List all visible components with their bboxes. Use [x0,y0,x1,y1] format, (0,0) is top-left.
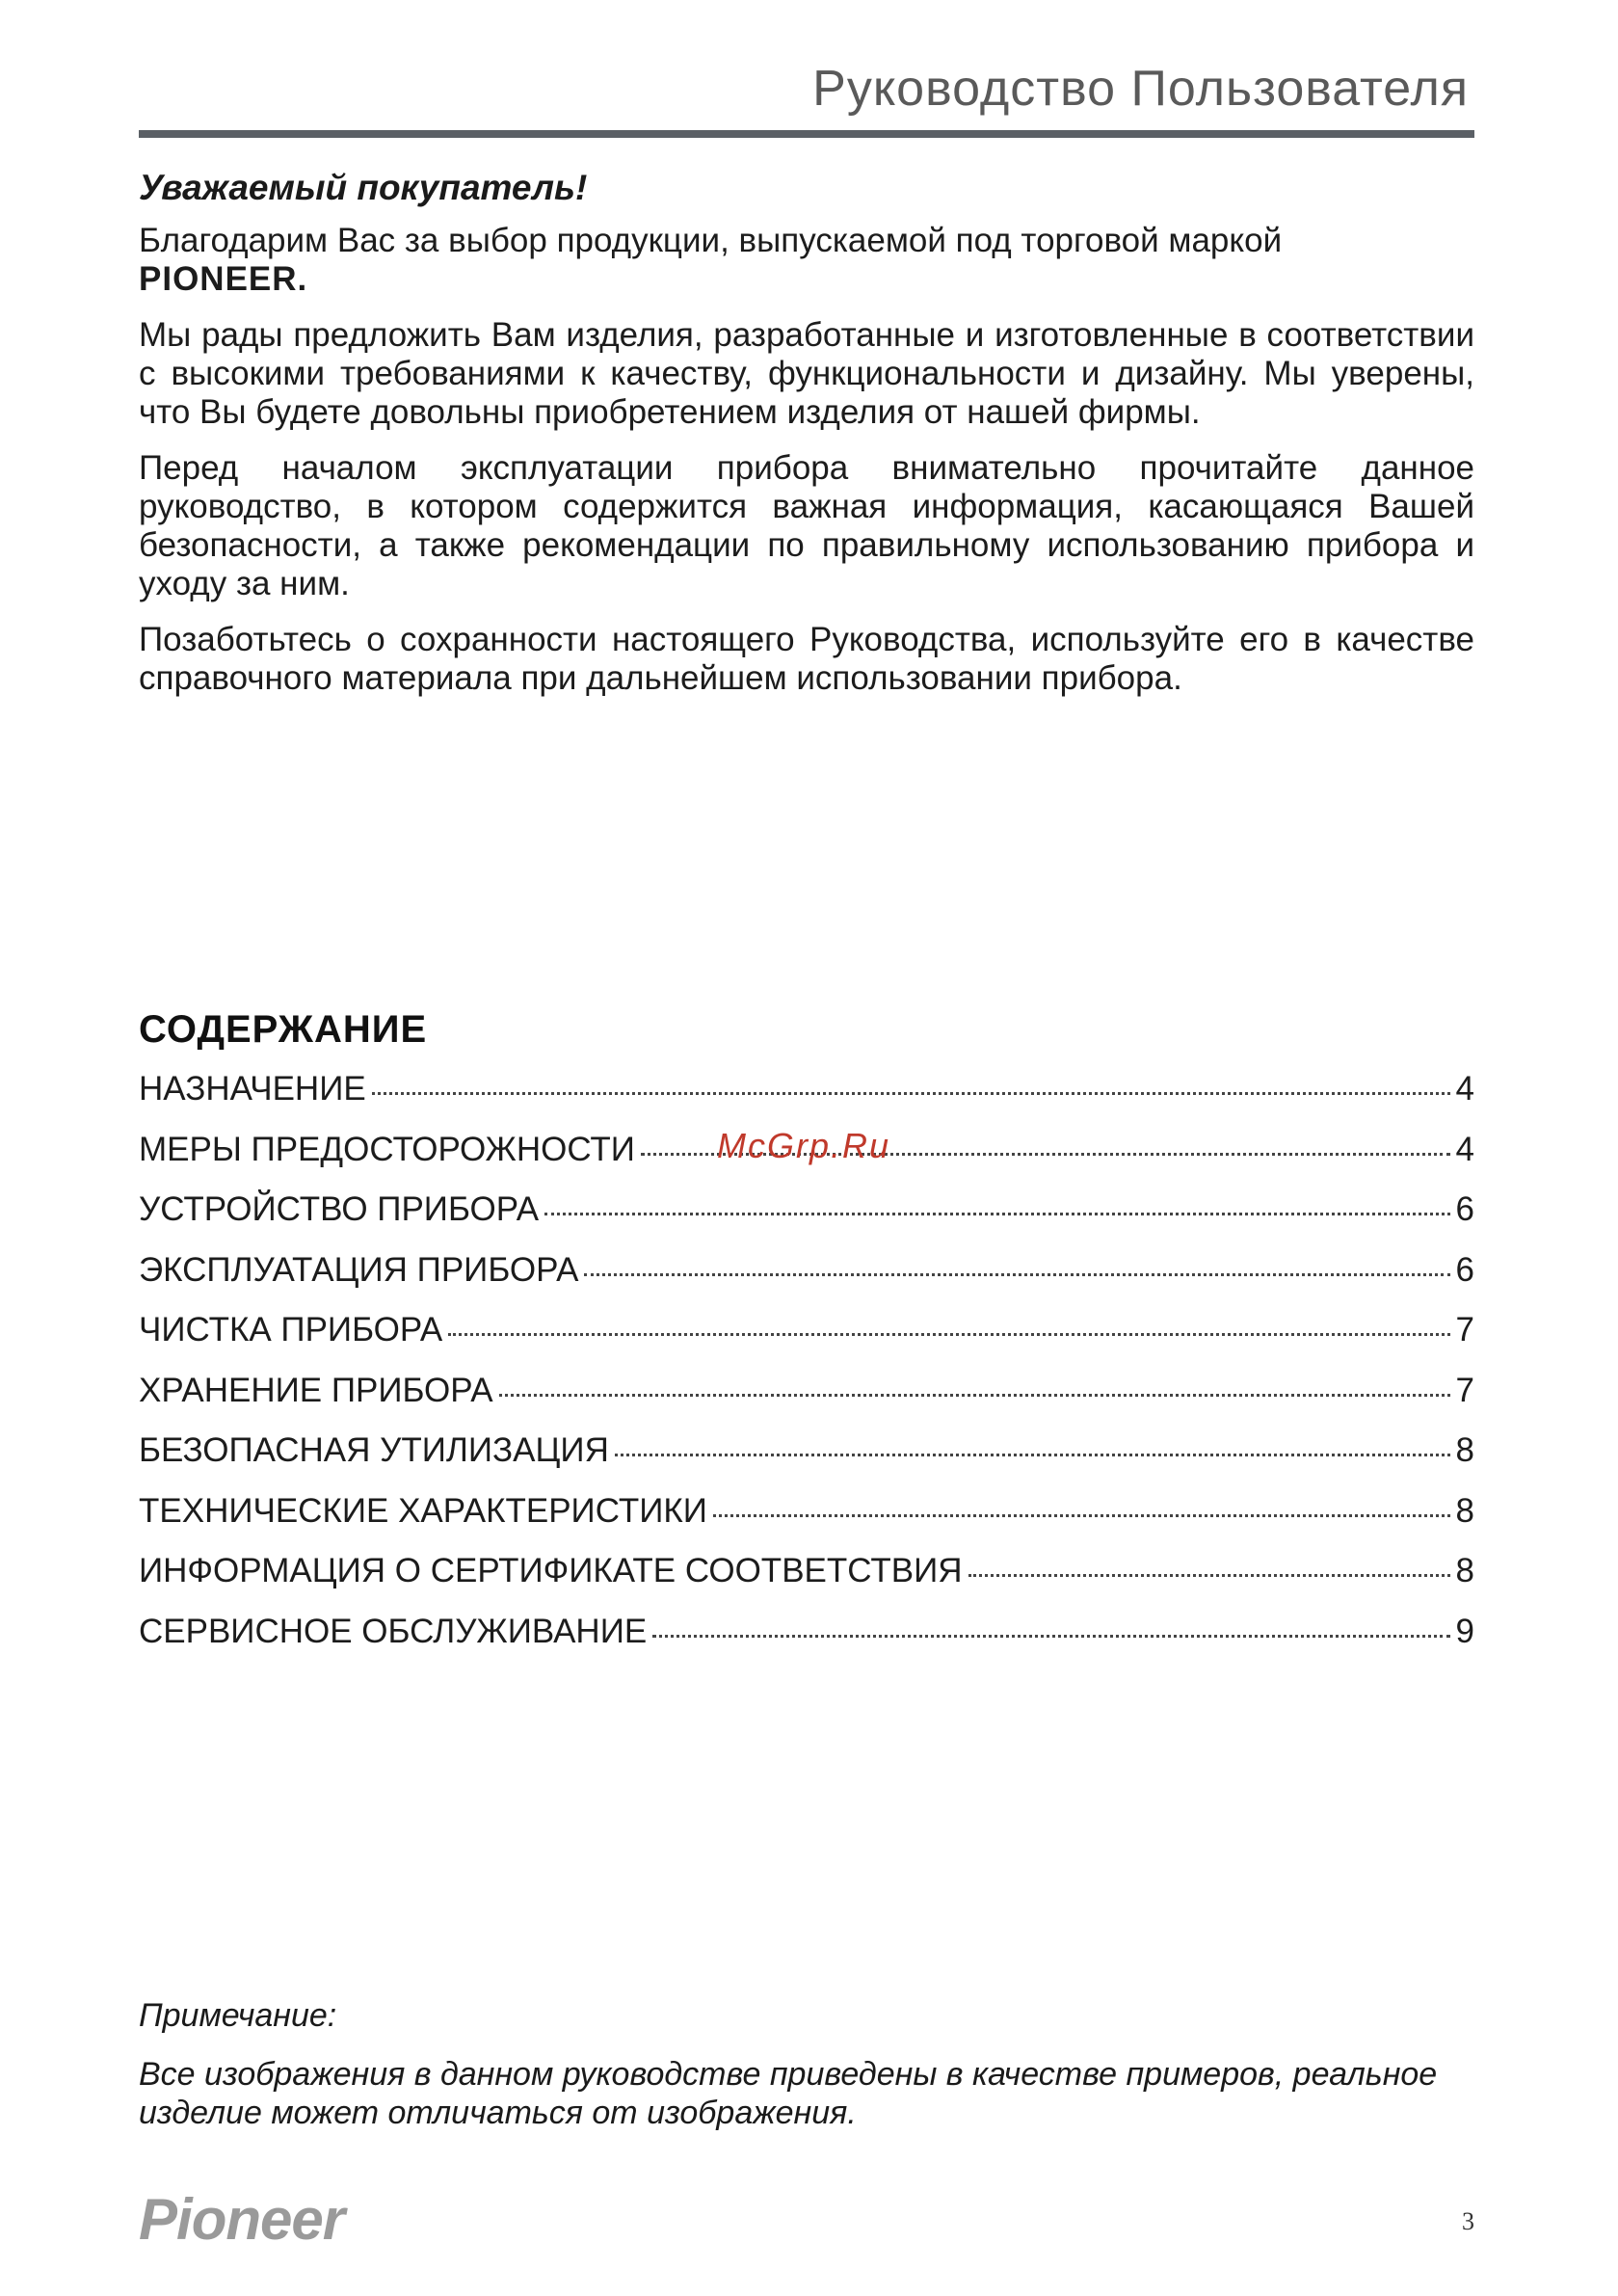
toc-dot-leader [544,1213,1449,1215]
intro-paragraph-4: Позаботьтесь о сохранности настоящего Руководства, используйте его в качестве справочного материала при дальнейшем использовании прибора. [139,621,1474,697]
toc-item[interactable] [139,1070,1474,1131]
watermark: McGrp.Ru [717,1126,891,1165]
toc-item[interactable] [139,1251,1474,1312]
toc-item-label: НАЗНАЧЕНИЕ [139,1070,366,1108]
toc-item-page: 4 [1455,1070,1474,1108]
toc-item-page: 9 [1455,1612,1474,1650]
toc-item-page: 8 [1455,1491,1474,1530]
toc-item[interactable] [139,1372,1474,1432]
toc-item[interactable] [139,1492,1474,1553]
header-divider [139,130,1474,138]
greeting-heading: Уважаемый покупатель! [139,168,588,207]
toc-item-page: 6 [1455,1190,1474,1228]
toc-item-label: ИНФОРМАЦИЯ О СЕРТИФИКАТЕ СООТВЕТСТВИЯ [139,1552,963,1589]
toc-item[interactable] [139,1613,1474,1673]
brand-name: PIONEER. [139,260,308,298]
toc-item-page: 4 [1455,1130,1474,1168]
toc-item-label: БЕЗОПАСНАЯ УТИЛИЗАЦИЯ [139,1431,609,1469]
toc-dot-leader [615,1454,1450,1456]
toc-item-label: СЕРВИСНОЕ ОБСЛУЖИВАНИЕ [139,1612,648,1650]
note-label: Примечание: [139,1997,337,2034]
intro-paragraph-1 [139,222,1474,299]
toc-item-label: ТЕХНИЧЕСКИЕ ХАРАКТЕРИСТИКИ [139,1491,707,1530]
intro-paragraph-2: Мы рады предложить Вам изделия, разработанные и изготовленные в соответствии с высокими требованиями к качеству, функциональности и дизайну. Мы уверены, что Вы будете довольны приобретением изделия от нашей фирмы. [139,316,1474,431]
toc-item[interactable] [139,1190,1474,1251]
toc-item-label: УСТРОЙСТВО ПРИБОРА [139,1190,540,1228]
toc-item-page: 6 [1455,1250,1474,1289]
toc-item-page: 7 [1455,1311,1474,1348]
toc-dot-leader [372,1092,1450,1095]
page-header-title: Руководство Пользователя [812,61,1469,117]
intro-paragraph-3: Перед началом эксплуатации прибора внимательно прочитайте данное руководство, в котором содержится важная информация, касающаяся Вашей безопасности, а также рекомендации по правильному использованию прибора и уходу за ним. [139,449,1474,602]
intro-paragraph-1-text: Благодарим Вас за выбор продукции, выпускаемой под торговой маркой [139,222,1283,259]
toc-item-label: ХРАНЕНИЕ ПРИБОРА [139,1371,493,1409]
toc-item[interactable] [139,1431,1474,1492]
toc-dot-leader [584,1273,1449,1276]
toc-item-page: 8 [1455,1431,1474,1469]
document-page [139,0,1474,2296]
page-number: 3 [1462,2207,1474,2235]
toc-item[interactable] [139,1552,1474,1613]
toc-item-label: ЭКСПЛУАТАЦИЯ ПРИБОРА [139,1250,579,1289]
toc-dot-leader [499,1394,1450,1397]
toc-item-label: ЧИСТКА ПРИБОРА [139,1311,443,1348]
toc-item-page: 8 [1455,1552,1474,1589]
toc-dot-leader [713,1514,1450,1517]
toc-item-label: МЕРЫ ПРЕДОСТОРОЖНОСТИ [139,1130,635,1168]
toc-dot-leader [652,1635,1449,1638]
note-text: Все изображения в данном руководстве приведены в качестве примеров, реальное изделие может отличаться от изображения. [139,2056,1438,2131]
toc-item-page: 7 [1455,1371,1474,1409]
toc-dot-leader [968,1574,1450,1577]
toc-dot-leader [448,1333,1449,1336]
intro-section [139,222,1474,715]
toc-heading: СОДЕРЖАНИЕ [139,1008,428,1051]
toc-item[interactable] [139,1311,1474,1372]
pioneer-logo: Pioneer [139,2187,345,2252]
